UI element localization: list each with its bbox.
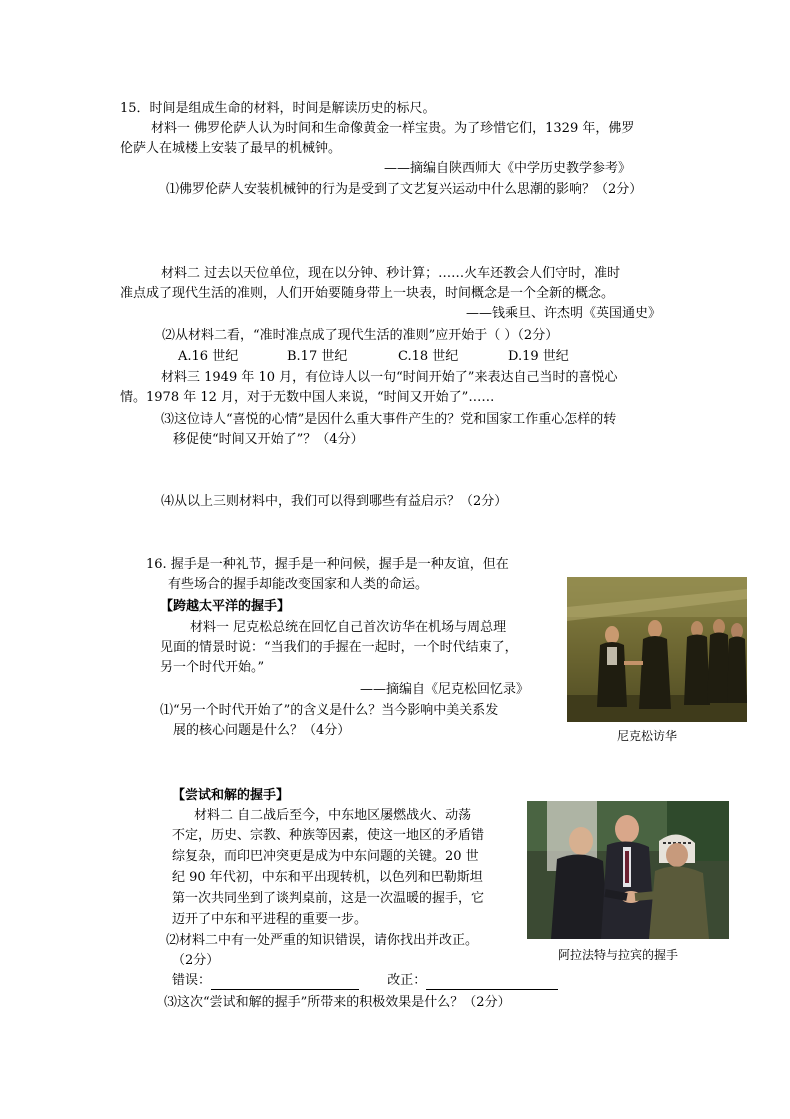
arafat-rabin-photo <box>527 801 729 939</box>
q16-material1-line1: 材料一 尼克松总统在回忆自己首次访华在机场与周总理 <box>190 620 507 635</box>
q15-question4: ⑷从以上三则材料中，我们可以得到哪些有益启示？（2分） <box>161 494 508 509</box>
q16-answer-row <box>172 972 558 990</box>
q15-material3-line2: 情。1978 年 12 月，对于无数中国人来说，“时间又开始了”…… <box>120 390 495 405</box>
nixon-visit-photo <box>567 577 747 722</box>
q16-material2-line5: 第一次共同坐到了谈判桌前，这是一次温暖的握手，它 <box>172 891 485 906</box>
q16-material1-line3: 另一个时代开始。” <box>160 660 265 675</box>
q16-question1-line2: 展的核心问题是什么？（4分） <box>173 723 351 738</box>
q16-material2-line2: 不定，历史、宗教、种族等因素，使这一地区的矛盾错 <box>172 828 485 843</box>
q15-title: 15．时间是组成生命的材料，时间是解读历史的标尺。 <box>120 101 436 116</box>
q16-question2-line1: ⑵材料二中有一处严重的知识错误，请你找出并改正。 <box>166 933 479 948</box>
q15-material2-line1: 材料二 过去以天位单位，现在以分钟、秒计算；……火车还教会人们守时，准时 <box>161 266 621 281</box>
q15-material2-line2: 准点成了现代生活的准则，人们开始要随身带上一块表，时间概念是一个全新的概念。 <box>120 286 615 301</box>
nixon-photo-caption: 尼克松访华 <box>617 729 678 743</box>
q15-question3-line1: ⑶这位诗人“喜悦的心情”是因什么重大事件产生的？党和国家工作重心怎样的转 <box>161 412 617 427</box>
q16-material2-line3: 综复杂，而印巴冲突更是成为中东问题的关键。20 世 <box>172 849 479 864</box>
q15-material1-line2: 伦萨人在城楼上安装了最早的机械钟。 <box>120 141 342 156</box>
q16-question3: ⑶这次“尝试和解的握手”所带来的积极效果是什么？（2分） <box>164 995 511 1010</box>
q15-question1: ⑴佛罗伦萨人安装机械钟的行为是受到了文艺复兴运动中什么思潮的影响？（2分） <box>166 182 643 197</box>
q16-material2-line4: 纪 90 年代初，中东和平出现转机，以色列和巴勒斯坦 <box>172 870 483 885</box>
q16-question1-line1: ⑴“另一个时代开始了”的含义是什么？当今影响中美关系发 <box>160 703 499 718</box>
q16-material1-source: ——摘编自《尼克松回忆录》 <box>360 682 530 697</box>
error-label: 错误： <box>172 973 212 988</box>
q16-material1-line2: 见面的情景时说：“当我们的手握在一起时，一个时代结束了， <box>160 640 518 655</box>
q16-title-line1: 16. 握手是一种礼节，握手是一种问候，握手是一种友谊，但在 <box>146 557 509 572</box>
q15-question3-line2: 移促使“时间又开始了”？（4分） <box>173 432 364 447</box>
q15-option-b: B.17 世纪 <box>287 349 348 364</box>
q15-material1-line1: 材料一 佛罗伦萨人认为时间和生命像黄金一样宝贵。为了珍惜它们，1329 年，佛罗 <box>151 121 635 136</box>
q16-title-line2: 有些场合的握手却能改变国家和人类的命运。 <box>168 577 429 592</box>
q15-material1-source: ——摘编自陕西师大《中学历史教学参考》 <box>384 161 632 176</box>
fix-blank[interactable] <box>426 975 558 990</box>
error-blank[interactable] <box>211 975 359 990</box>
q16-section1-heading: 【跨越太平洋的握手】 <box>160 599 291 614</box>
arafat-photo-caption: 阿拉法特与拉宾的握手 <box>558 948 679 962</box>
q16-material2-line6: 迈开了中东和平进程的重要一步。 <box>172 912 368 927</box>
q16-question2-line2: （2分） <box>172 953 220 968</box>
fix-label: 改正： <box>387 973 427 988</box>
q15-option-a: A.16 世纪 <box>178 349 239 364</box>
q15-question2: ⑵从材料二看，“准时准点成了现代生活的准则”应开始于（ ）（2分） <box>162 328 559 343</box>
q15-option-c: C.18 世纪 <box>398 349 459 364</box>
q16-material2-line1: 材料二 自二战后至今，中东地区屡燃战火、动荡 <box>194 808 472 823</box>
q15-material2-source: ——钱乘旦、许杰明《英国通史》 <box>466 306 662 321</box>
q15-material3-line1: 材料三 1949 年 10 月，有位诗人以一句“时间开始了”来表达自己当时的喜悦心 <box>161 370 618 385</box>
q16-section2-heading: 【尝试和解的握手】 <box>172 788 290 803</box>
q15-option-d: D.19 世纪 <box>508 349 569 364</box>
